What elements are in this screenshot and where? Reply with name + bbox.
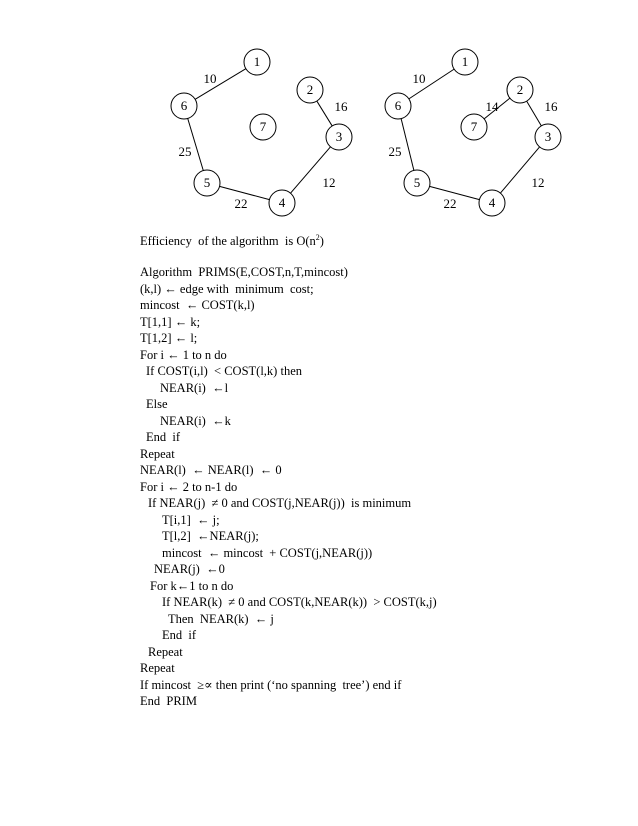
spanning-tree-figures (0, 0, 638, 230)
code-line: T[i,1] ← j; (162, 512, 220, 527)
edge-weight-label: 10 (203, 70, 217, 86)
code-line: End PRIM (140, 694, 197, 708)
code-line: Repeat (140, 661, 175, 675)
code-line: For i ← 1 to n do (140, 347, 227, 362)
graph-right (385, 49, 561, 216)
edge-weight-label: 12 (322, 174, 336, 190)
edge-weight-label: 16 (544, 98, 558, 114)
node-label: 5 (413, 174, 421, 190)
code-line: T[1,2] ← l; (140, 331, 198, 345)
code-line: End if (162, 628, 197, 642)
node-label: 7 (259, 118, 267, 134)
code-line: If NEAR(k) ≠ 0 and COST(k,NEAR(k)) > COST(k,j) (162, 595, 437, 609)
code-line: If NEAR(j) ≠ 0 and COST(j,NEAR(j)) is minimum (148, 496, 412, 510)
node-label: 1 (253, 53, 261, 69)
code-line: Else (146, 397, 168, 411)
node-label: 2 (306, 81, 314, 97)
code-line: Algorithm PRIMS(E,COST,n,T,mincost) (140, 265, 348, 279)
code-line: End if (146, 430, 181, 444)
code-line: Then NEAR(k) ← j (168, 611, 274, 626)
code-line: NEAR(j) ←0 (154, 562, 225, 576)
code-line: mincost ← COST(k,l) (140, 298, 255, 312)
edge-6-5 (401, 119, 414, 171)
node-label: 2 (516, 81, 524, 97)
edge-weight-label: 22 (234, 195, 248, 211)
code-line: Repeat (148, 644, 183, 659)
code-line: mincost ← mincost + COST(j,NEAR(j)) (162, 545, 373, 560)
efficiency-statement (140, 234, 324, 249)
code-line: NEAR(i) ←l (160, 380, 229, 395)
efficiency-text: Efficiency of the algorithm is O(n (140, 234, 316, 248)
node-label: 7 (470, 118, 478, 134)
edge-weight-label: 22 (443, 195, 457, 211)
code-line: NEAR(i) ←k (160, 413, 231, 428)
edge-2-3 (317, 101, 332, 126)
edge-weight-label: 12 (531, 174, 545, 190)
edge-weight-label: 10 (412, 70, 426, 86)
node-label: 4 (488, 194, 496, 210)
edge-2-3 (527, 101, 542, 126)
code-line: (k,l) ← edge with minimum cost; (140, 281, 314, 296)
code-line: T[1,1] ← k; (140, 314, 201, 329)
code-line: T[l,2] ←NEAR(j); (162, 529, 259, 543)
code-line: For i ← 2 to n-1 do (140, 479, 238, 494)
edge-weight-label: 14 (485, 98, 499, 114)
efficiency-close: ) (319, 234, 324, 248)
node-label: 1 (461, 53, 469, 69)
edge-weight-label: 25 (388, 143, 402, 159)
node-label: 3 (544, 128, 552, 144)
code-line: NEAR(l) ← NEAR(l) ← 0 (140, 463, 282, 477)
node-label: 5 (203, 174, 211, 190)
code-line: If mincost ≥∝ then print (‘no spanning tree’) end if (140, 677, 402, 692)
prims-algorithm-pseudocode (140, 264, 437, 710)
node-label: 6 (180, 97, 188, 113)
edge-weight-label: 16 (334, 98, 348, 114)
code-line: Repeat (140, 446, 175, 461)
code-line: For k←1 to n do (150, 578, 234, 593)
efficiency-exponent: 2 (315, 232, 320, 242)
code-line: If COST(i,l) < COST(l,k) then (146, 364, 302, 378)
node-label: 3 (335, 128, 343, 144)
node-label: 6 (394, 97, 402, 113)
node-label: 4 (278, 194, 286, 210)
edge-weight-label: 25 (178, 143, 192, 159)
graph-left (171, 49, 352, 216)
